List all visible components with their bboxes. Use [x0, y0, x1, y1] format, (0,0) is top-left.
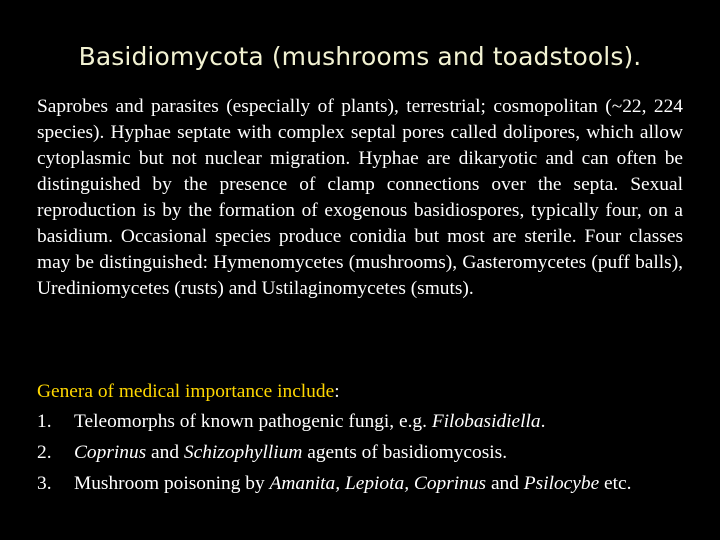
- list-item-genus: Psilocybe: [523, 473, 600, 494]
- list-item-genus: Amanita, Lepiota, Coprinus: [269, 473, 487, 494]
- list-item-genus: Filobasidiella: [431, 411, 541, 432]
- list-item: [37, 472, 697, 495]
- list-item-text: Teleomorphs of known pathogenic fungi, e.g.: [74, 411, 432, 432]
- list-item-text: agents of basidiomycosis.: [302, 442, 508, 463]
- genera-heading: [37, 379, 683, 405]
- list-item-text: and: [146, 442, 184, 463]
- list-item-text: .: [540, 411, 546, 432]
- list-item-number: 3.: [37, 473, 52, 494]
- genera-list: [37, 410, 697, 503]
- list-item-genus: Coprinus: [74, 442, 147, 463]
- list-item: [37, 441, 697, 464]
- list-item-text: etc.: [599, 473, 632, 494]
- list-item-number: 2.: [37, 442, 52, 463]
- description-paragraph: Saprobes and parasites (especially of plants), terrestrial; cosmopolitan (~22, 224 species). Hyphae septate with complex septal pores called dolipores, which allow cytoplasmic but not nuclear migration. Hyphae are dikaryotic and can often be distinguished by the presence of clamp connections over the septa. Sexual reproduction is by the formation of exogenous basidiospores, typically four, on a basidium. Occasional species produce conidia but most are sterile. Four classes may be distinguished: Hymenomycetes (mushrooms), Gasteromycetes (puff balls), Urediniomycetes (rusts) and Ustilaginomycetes (smuts).: [37, 96, 683, 299]
- genera-heading-colon: :: [334, 381, 340, 402]
- list-item-text: and: [486, 473, 524, 494]
- slide-title: Basidiomycota (mushrooms and toadstools).: [78, 42, 642, 71]
- genera-heading-text: Genera of medical importance include: [37, 381, 335, 402]
- list-item-genus: Schizophyllium: [183, 442, 303, 463]
- list-item-text: Mushroom poisoning by: [74, 473, 270, 494]
- list-item-number: 1.: [37, 411, 52, 432]
- list-item: [37, 410, 697, 433]
